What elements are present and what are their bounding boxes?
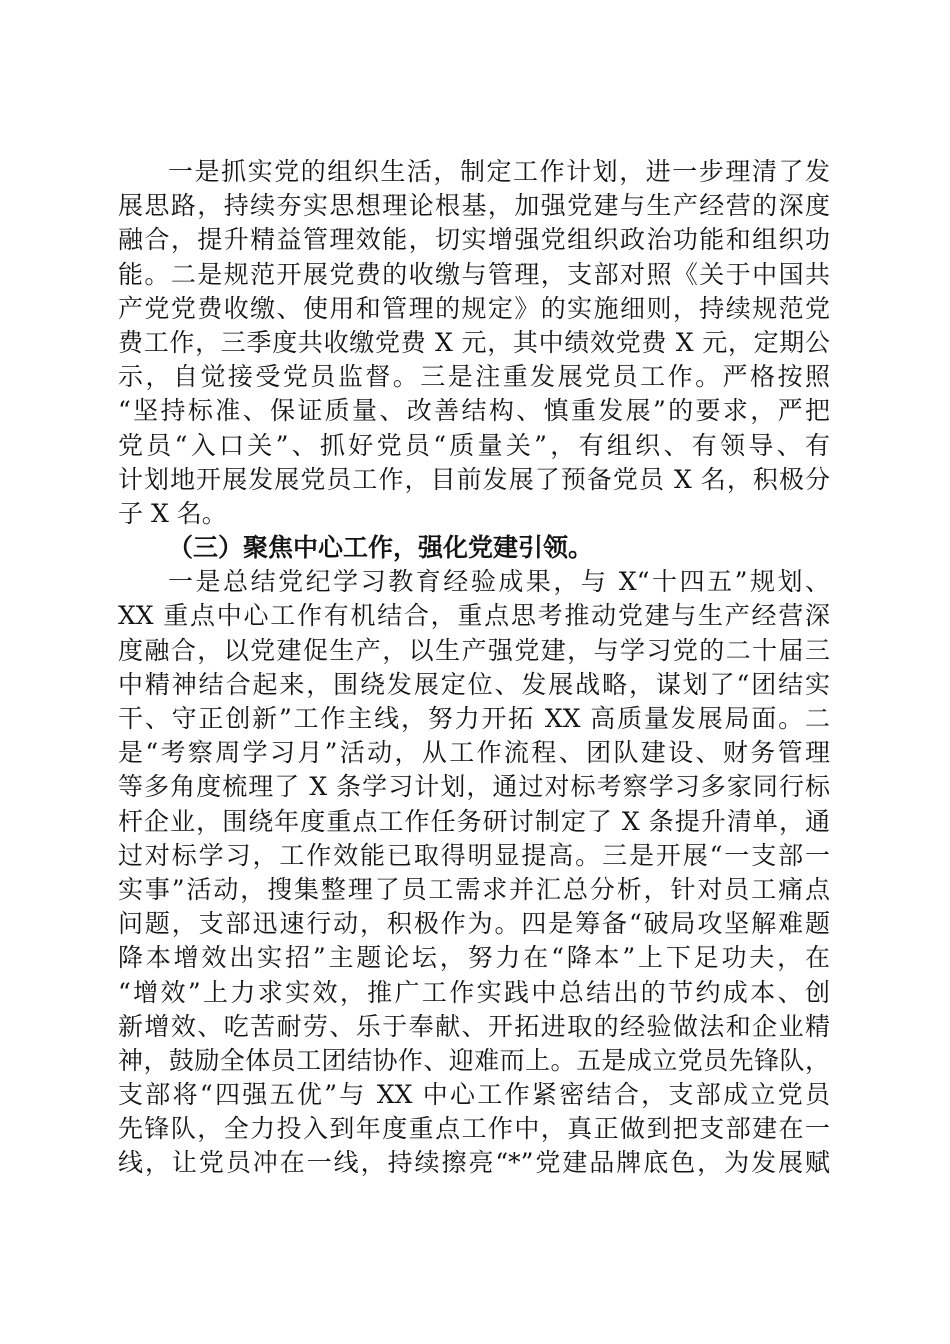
text-line: 党员“入口关”、抓好党员“质量关”，有组织、有领导、有 [118,430,830,460]
text-line: 中精神结合起来，围绕发展定位、发展战略，谋划了“团结实 [118,669,830,699]
section-heading: （三）聚焦中心工作，强化党建引领。 [168,533,594,563]
text-line: 过对标学习，工作效能已取得明显提高。三是开展“一支部一 [118,840,830,870]
text-line: 等多角度梳理了 X 条学习计划，通过对标考察学习多家同行标 [118,772,830,802]
text-line: 一是抓实党的组织生活，制定工作计划，进一步理清了发 [168,157,830,186]
paragraph-party-life [118,155,830,531]
document-body [118,155,830,1181]
text-line: 干、守正创新”工作主线，努力开拓 XX 高质量发展局面。二 [118,704,830,733]
paragraph-central-work [118,565,830,1180]
text-line: 融合，提升精益管理效能，切实增强党组织政治功能和组织功 [118,225,830,255]
text-line: 是“考察周学习月”活动，从工作流程、团队建设、财务管理 [118,738,830,768]
text-line: 费工作，三季度共收缴党费 X 元，其中绩效党费 X 元，定期公 [118,327,830,357]
text-line: 实事”活动，搜集整理了员工需求并汇总分析，针对员工痛点 [118,874,830,904]
text-line: 度融合，以党建促生产，以生产强党建，与学习党的二十届三 [118,635,830,665]
text-line: 问题，支部迅速行动，积极作为。四是筹备“破局攻坚解难题 [118,909,830,939]
text-line: 子 X 名。 [118,498,227,528]
text-line: 展思路，持续夯实思想理论根基，加强党建与生产经营的深度 [118,191,830,221]
text-line: XX 重点中心工作有机结合，重点思考推动党建与生产经营深 [118,601,830,631]
text-line: “增效”上力求实效，推广工作实践中总结出的节约成本、创 [118,977,830,1007]
text-line: “坚持标准、保证质量、改善结构、慎重发展”的要求，严把 [118,396,830,426]
text-line: 产党党费收缴、使用和管理的规定》的实施细则，持续规范党 [118,293,830,323]
text-line: 一是总结党纪学习教育经验成果，与 X“十四五”规划、 [168,567,830,597]
text-line: 降本增效出实招”主题论坛，努力在“降本”上下足功夫，在 [118,943,830,973]
text-line: 神，鼓励全体员工团结协作、迎难而上。五是成立党员先锋队， [118,1045,830,1075]
text-line: 先锋队，全力投入到年度重点工作中，真正做到把支部建在一 [118,1114,830,1144]
text-line: 支部将“四强五优”与 XX 中心工作紧密结合，支部成立党员 [118,1080,830,1110]
text-line: 新增效、吃苦耐劳、乐于奉献、开拓进取的经验做法和企业精 [118,1011,830,1041]
text-line: 杆企业，围绕年度重点工作任务研讨制定了 X 条提升清单，通 [118,806,830,836]
text-line: 示，自觉接受党员监督。三是注重发展党员工作。严格按照 [118,362,830,392]
text-line: 计划地开展发展党员工作，目前发展了预备党员 X 名，积极分 [118,464,830,494]
text-line: 能。二是规范开展党费的收缴与管理，支部对照《关于中国共 [118,259,830,289]
text-line: 线，让党员冲在一线，持续擦亮“*”党建品牌底色，为发展赋 [118,1148,830,1178]
